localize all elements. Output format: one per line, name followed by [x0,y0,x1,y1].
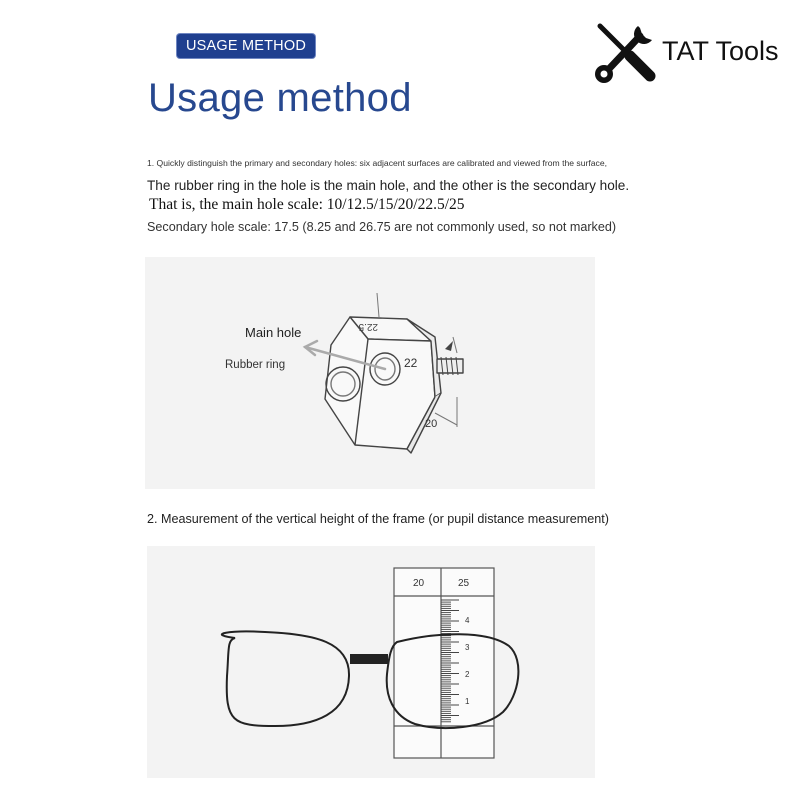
ruler-column-left: 20 [413,578,425,589]
ruler-column-right: 25 [458,578,470,589]
scale-mark-2: 2 [465,670,470,679]
page-title: Usage method [148,76,412,120]
face-number-bottom: 20 [425,418,438,430]
label-rubber-ring: Rubber ring [225,359,286,371]
scale-mark-4: 4 [465,616,470,625]
section1-main-scale: That is, the main hole scale: 10/12.5/15/20/22.5/25 [149,196,465,213]
scale-mark-1: 1 [465,697,470,706]
section2-heading: 2. Measurement of the vertical height of the frame (or pupil distance measurement) [147,512,609,526]
wrench-screwdriver-icon [590,20,660,84]
face-number-top: 22.5 [358,321,378,332]
section1-secondary-scale: Secondary hole scale: 17.5 (8.25 and 26.75 are not commonly used, so not marked) [147,220,617,234]
section1-rubber-line: The rubber ring in the hole is the main hole, and the other is the secondary hole. [147,178,630,193]
frame-height-figure [147,546,595,778]
hex-gauge-figure [145,257,595,489]
label-main-hole: Main hole [245,325,302,340]
brand-name: TAT Tools [662,36,779,66]
face-number-side: 22 [404,356,418,370]
usage-method-badge: USAGE METHOD [177,34,315,58]
brand-logo [590,20,790,84]
scale-mark-3: 3 [465,643,470,652]
section1-intro: 1. Quickly distinguish the primary and secondary holes: six adjacent surfaces are calibrated and viewed from the surface, [147,158,607,168]
